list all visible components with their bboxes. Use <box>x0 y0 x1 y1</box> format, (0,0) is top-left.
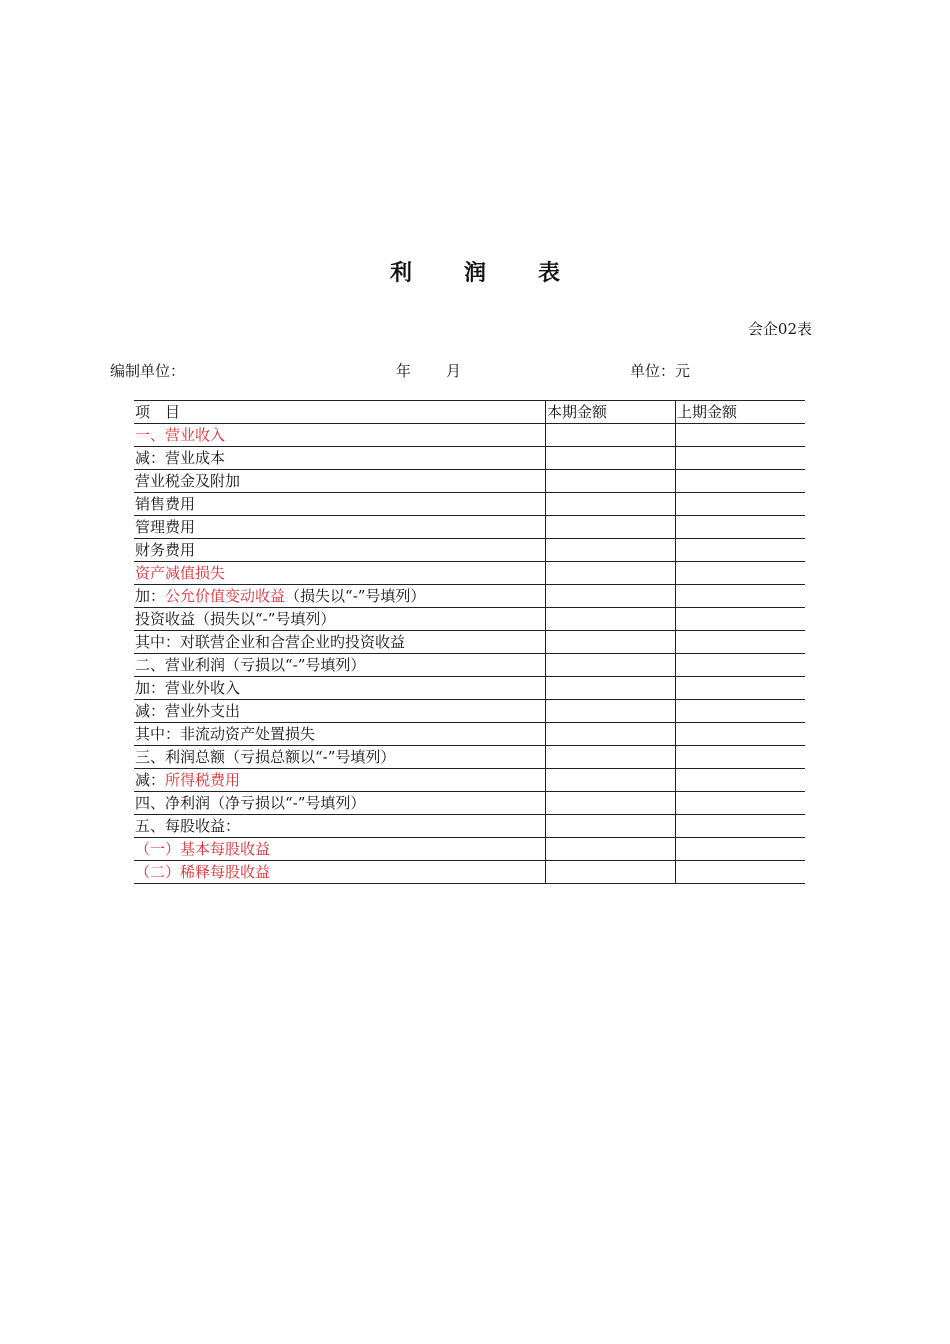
row-item-text: 加： <box>135 587 166 605</box>
current-period-amount-cell[interactable] <box>546 585 676 608</box>
current-period-amount-cell[interactable] <box>546 631 676 654</box>
table-row <box>134 608 805 631</box>
table-row <box>134 723 805 746</box>
row-item-text: 四、净利润（净亏损以“-”号填列） <box>135 794 366 812</box>
currency-unit-label: 单位：元 <box>630 362 691 380</box>
previous-period-amount-cell[interactable] <box>676 516 806 539</box>
row-item-text: 减：营业成本 <box>135 449 226 467</box>
row-item-text: （一）基本每股收益 <box>135 840 271 858</box>
table-row <box>134 654 805 677</box>
previous-period-amount-cell[interactable] <box>676 424 806 447</box>
current-period-amount-cell[interactable] <box>546 677 676 700</box>
previous-period-amount-cell[interactable] <box>676 769 806 792</box>
row-item-label <box>134 631 546 654</box>
current-period-amount-cell[interactable] <box>546 470 676 493</box>
row-item-label <box>134 861 546 884</box>
previous-period-amount-cell[interactable] <box>676 700 806 723</box>
current-period-amount-cell[interactable] <box>546 424 676 447</box>
row-item-label <box>134 493 546 516</box>
previous-period-amount-cell[interactable] <box>676 585 806 608</box>
table-row <box>134 585 805 608</box>
previous-period-amount-cell[interactable] <box>676 631 806 654</box>
row-item-text: 五、每股收益： <box>135 817 241 835</box>
table-row <box>134 746 805 769</box>
previous-period-amount-cell[interactable] <box>676 815 806 838</box>
previous-period-amount-cell[interactable] <box>676 539 806 562</box>
column-header-previous-period: 上期金额 <box>676 401 806 424</box>
previous-period-amount-cell[interactable] <box>676 861 806 884</box>
column-header-item: 项 目 <box>134 401 546 424</box>
row-item-label <box>134 700 546 723</box>
title-char: 利 <box>389 261 412 286</box>
previous-period-amount-cell[interactable] <box>676 493 806 516</box>
current-period-amount-cell[interactable] <box>546 539 676 562</box>
row-item-text: 减：营业外支出 <box>135 702 241 720</box>
row-item-label <box>134 677 546 700</box>
table-row <box>134 769 805 792</box>
row-item-label <box>134 447 546 470</box>
page-title <box>0 256 950 287</box>
table-row <box>134 424 805 447</box>
previous-period-amount-cell[interactable] <box>676 608 806 631</box>
row-item-label <box>134 769 546 792</box>
table-row <box>134 631 805 654</box>
current-period-amount-cell[interactable] <box>546 447 676 470</box>
row-item-text: （二）稀释每股收益 <box>135 863 271 881</box>
row-item-label <box>134 562 546 585</box>
row-item-text: 销售费用 <box>135 495 196 513</box>
row-item-text: 二、营业利润（亏损以“-”号填列） <box>135 656 366 674</box>
row-item-label <box>134 654 546 677</box>
current-period-amount-cell[interactable] <box>546 516 676 539</box>
current-period-amount-cell[interactable] <box>546 700 676 723</box>
table-row <box>134 861 805 884</box>
compiling-unit-label: 编制单位： <box>110 362 186 380</box>
row-item-text: 所得税费用 <box>165 771 241 789</box>
title-char: 润 <box>463 261 486 286</box>
current-period-amount-cell[interactable] <box>546 792 676 815</box>
row-item-text: 资产减值损失 <box>135 564 226 582</box>
row-item-text: 一、营业收入 <box>135 426 226 444</box>
current-period-amount-cell[interactable] <box>546 769 676 792</box>
row-item-text: 投资收益（损失以“-”号填列） <box>135 610 336 628</box>
table-row <box>134 677 805 700</box>
income-statement-table <box>134 400 805 884</box>
form-code: 会企02表 <box>747 320 812 338</box>
table-row <box>134 838 805 861</box>
year-label: 年 <box>396 362 412 380</box>
previous-period-amount-cell[interactable] <box>676 723 806 746</box>
table-row <box>134 493 805 516</box>
table-row <box>134 562 805 585</box>
title-char: 表 <box>538 261 561 286</box>
current-period-amount-cell[interactable] <box>546 654 676 677</box>
row-item-label <box>134 516 546 539</box>
previous-period-amount-cell[interactable] <box>676 838 806 861</box>
row-item-label <box>134 608 546 631</box>
row-item-label <box>134 424 546 447</box>
current-period-amount-cell[interactable] <box>546 861 676 884</box>
current-period-amount-cell[interactable] <box>546 815 676 838</box>
current-period-amount-cell[interactable] <box>546 746 676 769</box>
row-item-text: 减： <box>135 771 166 789</box>
table-row <box>134 539 805 562</box>
table-header-row <box>134 401 805 424</box>
row-item-label <box>134 838 546 861</box>
previous-period-amount-cell[interactable] <box>676 447 806 470</box>
previous-period-amount-cell[interactable] <box>676 792 806 815</box>
current-period-amount-cell[interactable] <box>546 723 676 746</box>
row-item-label <box>134 815 546 838</box>
table-row <box>134 815 805 838</box>
row-item-label <box>134 746 546 769</box>
previous-period-amount-cell[interactable] <box>676 746 806 769</box>
row-item-text: （损失以“-”号填列） <box>285 587 426 605</box>
row-item-label <box>134 792 546 815</box>
row-item-text: 营业税金及附加 <box>135 472 241 490</box>
row-item-text: 其中：对联营企业和合营企业旳投资收益 <box>135 633 406 651</box>
row-item-text: 管理费用 <box>135 518 196 536</box>
row-item-text: 其中：非流动资产处置损失 <box>135 725 316 743</box>
row-item-text: 加：营业外收入 <box>135 679 241 697</box>
row-item-text: 财务费用 <box>135 541 196 559</box>
row-item-text: 公允价值变动收益 <box>165 587 286 605</box>
table-row <box>134 470 805 493</box>
previous-period-amount-cell[interactable] <box>676 470 806 493</box>
current-period-amount-cell[interactable] <box>546 493 676 516</box>
current-period-amount-cell[interactable] <box>546 838 676 861</box>
row-item-label <box>134 723 546 746</box>
previous-period-amount-cell[interactable] <box>676 677 806 700</box>
row-item-label <box>134 470 546 493</box>
column-header-current-period: 本期金额 <box>546 401 676 424</box>
month-label: 月 <box>446 362 462 380</box>
table-row <box>134 516 805 539</box>
row-item-text: 三、利润总额（亏损总额以“-”号填列） <box>135 748 396 766</box>
row-item-label <box>134 585 546 608</box>
current-period-amount-cell[interactable] <box>546 562 676 585</box>
previous-period-amount-cell[interactable] <box>676 562 806 585</box>
current-period-amount-cell[interactable] <box>546 608 676 631</box>
row-item-label <box>134 539 546 562</box>
table-row <box>134 447 805 470</box>
previous-period-amount-cell[interactable] <box>676 654 806 677</box>
table-row <box>134 792 805 815</box>
table-row <box>134 700 805 723</box>
